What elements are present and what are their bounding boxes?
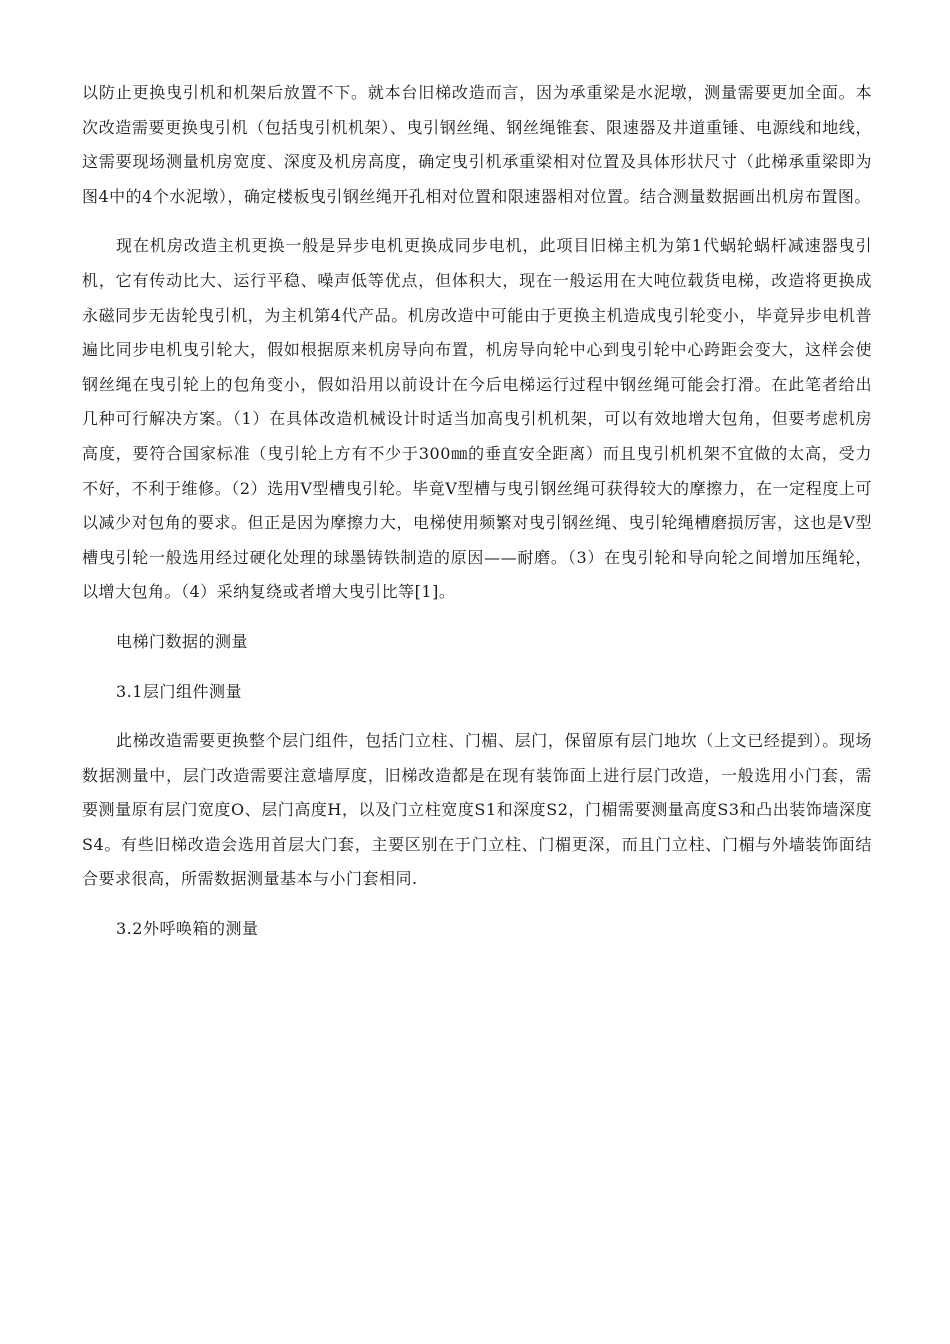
paragraph-landing-door-components: 此梯改造需要更换整个层门组件，包括门立柱、门楣、层门，保留原有层门地坎（上文已经提到）。现场数据测量中，层门改造需要注意墙厚度，旧梯改造都是在现有装饰面上进行层门改造，一般选用小门套，需要测量原有层门宽度O、层门高度H，以及门立柱宽度S1和深度S2，门楣需要测量高度S3和凸出装饰墙深度S4。有些旧梯改造会选用首层大门套，主要区别在于门立柱、门楣更深，而且门立柱、门楣与外墙装饰面结合要求很高，所需数据测量基本与小门套相同. bbox=[82, 731, 872, 889]
subsection-heading-3-2: 3.2外呼唤箱的测量 bbox=[116, 919, 259, 939]
paragraph-machine-room-measurement: 以防止更换曳引机和机架后放置不下。就本台旧梯改造而言，因为承重梁是水泥墩，测量需要更加全面。本次改造需要更换曳引机（包括曳引机机架）、曳引钢丝绳、钢丝绳锥套、限速器及井道重锤、电源线和地线，这需要现场测量机房宽度、深度及机房高度，确定曳引机承重梁相对位置及具体形状尺寸（此梯承重梁即为图4中的4个水泥墩），确定楼板曳引钢丝绳开孔相对位置和限速器相对位置。结合测量数据画出机房布置图。 bbox=[82, 83, 872, 206]
paragraph-traction-machine-replacement: 现在机房改造主机更换一般是异步电机更换成同步电机，此项目旧梯主机为第1代蜗轮蜗杆减速器曳引机，它有传动比大、运行平稳、噪声低等优点，但体积大，现在一般运用在大吨位载货电梯，改造将更换成永磁同步无齿轮曳引机，为主机第4代产品。机房改造中可能由于更换主机造成曳引轮变小，毕竟异步电机普遍比同步电机曳引轮大，假如根据原来机房导向布置，机房导向轮中心到曳引轮中心跨距会变大，这样会使钢丝绳在曳引轮上的包角变小，假如沿用以前设计在今后电梯运行过程中钢丝绳可能会打滑。在此笔者给出几种可行解决方案。（1）在具体改造机械设计时适当加高曳引机机架，可以有效地增大包角，但要考虑机房高度，要符合国家标准（曳引轮上方有不少于300㎜的垂直安全距离）而且曳引机机架不宜做的太高，受力不好，不利于维修。（2）选用V型槽曳引轮。毕竟V型槽与曳引钢丝绳可获得较大的摩擦力，在一定程度上可以减少对包角的要求。但正是因为摩擦力大，电梯使用频繁对曳引钢丝绳、曳引轮绳槽磨损厉害，这也是V型槽曳引轮一般选用经过硬化处理的球墨铸铁制造的原因——耐磨。（3）在曳引轮和导向轮之间增加压绳轮，以增大包角。（4）采纳复绕或者增大曳引比等[1]。 bbox=[82, 236, 872, 602]
document-body bbox=[82, 76, 872, 947]
subsection-heading-3-1: 3.1层门组件测量 bbox=[116, 681, 242, 701]
section-heading-door-measurement: 电梯门数据的测量 bbox=[116, 631, 249, 651]
